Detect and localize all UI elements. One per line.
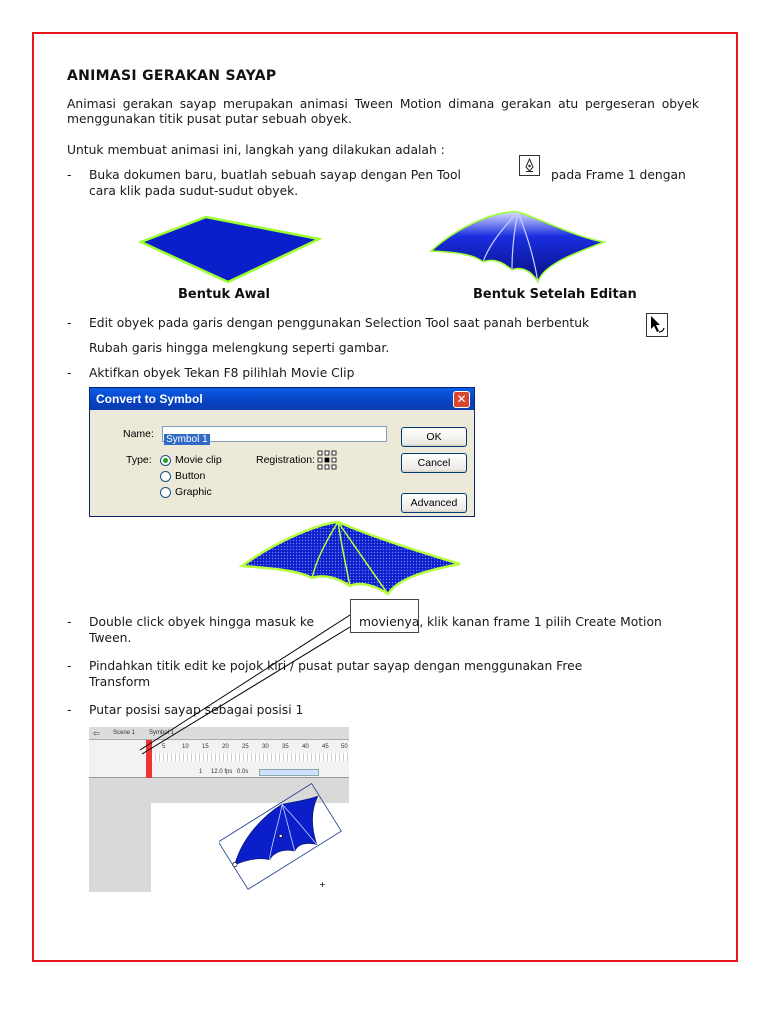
step1-text-b: pada Frame 1 dengan: [551, 168, 686, 182]
name-input-value: Symbol 1: [166, 434, 208, 445]
cancel-button[interactable]: Cancel: [401, 453, 467, 473]
elapsed-time: 0.0s: [237, 769, 249, 775]
step1-text-a: Buka dokumen baru, buatlah sebuah sayap dengan Pen Tool: [89, 168, 461, 182]
step4-text-c: Tween.: [89, 631, 132, 645]
frame-rate: 12.0 fps: [211, 769, 233, 775]
close-icon[interactable]: ✕: [453, 391, 470, 408]
bullet-dash: -: [67, 316, 72, 330]
type-label: Type:: [126, 454, 152, 466]
back-arrow-icon[interactable]: ⇦: [93, 729, 100, 738]
lead-paragraph: Untuk membuat animasi ini, langkah yang dilakukan adalah :: [67, 143, 445, 157]
bullet-dash: -: [67, 703, 72, 717]
registration-crosshair-icon: +: [319, 880, 326, 889]
frame-number: 15: [202, 744, 209, 750]
frame-number: 40: [302, 744, 309, 750]
caption-initial: Bentuk Awal: [178, 287, 270, 302]
ok-button[interactable]: OK: [401, 427, 467, 447]
step1-text-c: cara klik pada sudut-sudut obyek.: [89, 184, 299, 198]
frame-number: 35: [282, 744, 289, 750]
frame-number: 20: [222, 744, 229, 750]
type-option-button: Button: [175, 470, 206, 482]
step2-text-b: Rubah garis hingga melengkung seperti gambar.: [89, 341, 390, 355]
type-option-graphic: Graphic: [175, 486, 212, 498]
name-label: Name:: [123, 428, 154, 440]
bullet-dash: -: [67, 659, 72, 673]
frame-number: 10: [182, 744, 189, 750]
intro-paragraph: Animasi gerakan sayap merupakan animasi Tween Motion dimana gerakan atu pergeseran obyek menggunakan titik pusat putar sebuah obyek.: [67, 97, 699, 126]
frame-number: 5: [162, 744, 166, 750]
step3-text: Aktifkan obyek Tekan F8 pilihlah Movie Clip: [89, 366, 355, 380]
tab-scene[interactable]: Scene 1: [113, 730, 136, 736]
step4-text-b: klik kanan frame 1 pilih Create Motion: [427, 615, 662, 629]
frame-number: 25: [242, 744, 249, 750]
bullet-dash: -: [67, 615, 72, 629]
current-frame: 1: [199, 769, 203, 775]
tab-symbol[interactable]: Symbol 1: [149, 730, 175, 736]
step6-text: Putar posisi sayap sebagai posisi 1: [89, 703, 304, 717]
step5-text-b: Transform: [89, 675, 151, 689]
bullet-dash: -: [67, 366, 72, 380]
frame-number: 45: [322, 744, 329, 750]
dialog-title: Convert to Symbol: [90, 388, 474, 410]
advanced-button[interactable]: Advanced: [401, 493, 467, 513]
page-title: ANIMASI GERAKAN SAYAP: [67, 68, 277, 84]
type-option-movie-clip: Movie clip: [175, 454, 222, 466]
bullet-dash: -: [67, 168, 72, 182]
step4-highlight-text: movienya,: [359, 615, 424, 629]
frame-number: 30: [262, 744, 269, 750]
registration-label: Registration:: [256, 454, 315, 466]
caption-edited: Bentuk Setelah Editan: [473, 287, 637, 302]
step4-text-a: Double click obyek hingga masuk ke: [89, 615, 315, 629]
step5-text-a: Pindahkan titik edit ke pojok kiri / pusat putar sayap dengan menggunakan Free: [89, 659, 583, 673]
step2-text-a: Edit obyek pada garis dengan penggunakan Selection Tool saat panah berbentuk: [89, 316, 590, 330]
frame-number: 50: [341, 744, 348, 750]
